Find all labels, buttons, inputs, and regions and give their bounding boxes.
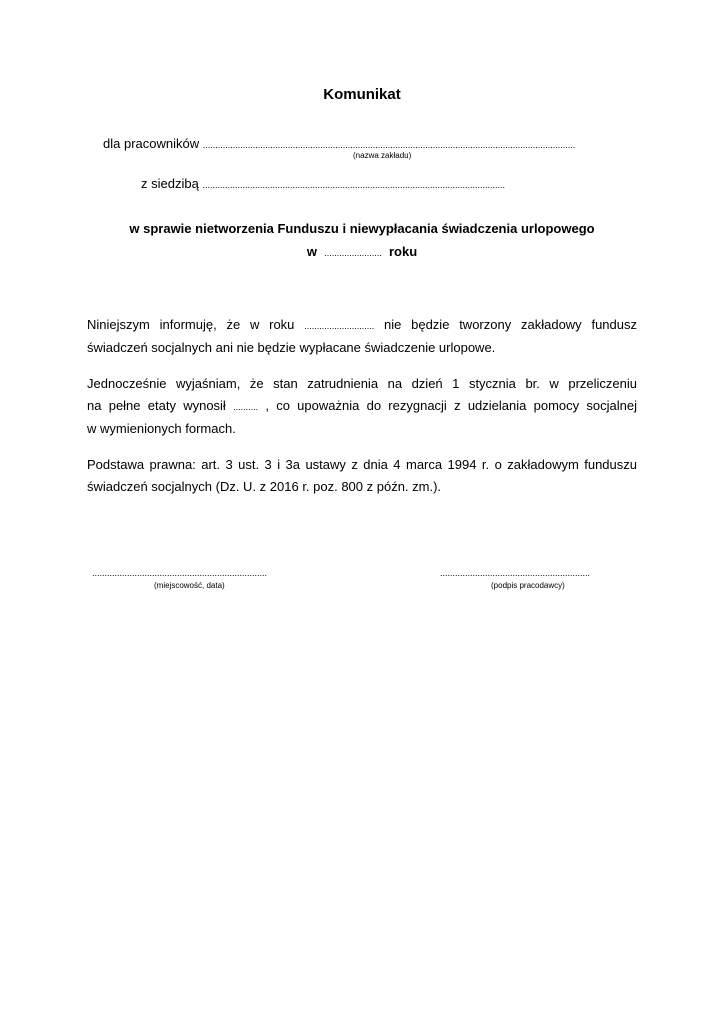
seat-label: z siedzibą	[141, 176, 199, 191]
document-title: Komunikat	[323, 86, 401, 103]
employees-label: dla pracowników	[103, 136, 200, 151]
paragraph-2-line-3: w wymienionych formach.	[87, 421, 236, 436]
subject-year-blank: .......................	[324, 248, 382, 258]
year-blank: ............................	[304, 321, 375, 331]
para1-rest: nie będzie tworzony zakładowy fundusz	[384, 317, 637, 332]
para2-rest: , co upoważnia do rezygnacji z udzielania pomocy socjalnej	[265, 398, 637, 413]
paragraph-3	[87, 454, 637, 498]
employees-line	[103, 136, 575, 151]
paragraph-1-line-1	[87, 314, 637, 337]
subject-w: w	[306, 244, 317, 259]
company-name-blank: .....................................................................................................................................................	[202, 140, 576, 150]
para1-start: Niniejszym informuję, że w roku	[87, 317, 295, 332]
paragraph-2	[87, 373, 637, 440]
para2-start: na pełne etaty wynosił	[87, 398, 226, 413]
paragraph-1	[87, 314, 637, 359]
signature-blank: ............................................................	[440, 568, 591, 578]
company-name-caption: (nazwa zakładu)	[353, 151, 412, 160]
subject-roku: roku	[388, 244, 418, 259]
place-date-blank: ......................................................................	[92, 568, 268, 578]
signature-caption: (podpis pracodawcy)	[491, 581, 565, 590]
place-date-caption: (miejscowość, data)	[154, 581, 225, 590]
subject-year-line	[0, 244, 724, 259]
seat-line	[141, 176, 505, 191]
paragraph-3-line-1: Podstawa prawna: art. 3 ust. 3 i 3a ustawy z dnia 4 marca 1994 r. o zakładowym funduszu	[87, 457, 637, 472]
paragraph-2-line-1: Jednocześnie wyjaśniam, że stan zatrudnienia na dzień 1 stycznia br. w przeliczeniu	[87, 376, 637, 391]
paragraph-1-line-2: świadczeń socjalnych ani nie będzie wypłacane świadczenie urlopowe.	[87, 340, 496, 355]
paragraph-3-line-2: świadczeń socjalnych (Dz. U. z 2016 r. poz. 800 z późn. zm.).	[87, 479, 442, 494]
headcount-blank: ..........	[233, 402, 259, 412]
subject-line: w sprawie nietworzenia Funduszu i niewypłacania świadczenia urlopowego	[129, 221, 595, 236]
paragraph-2-line-2	[87, 395, 637, 418]
seat-blank: .........................................................................................................................	[202, 180, 505, 190]
